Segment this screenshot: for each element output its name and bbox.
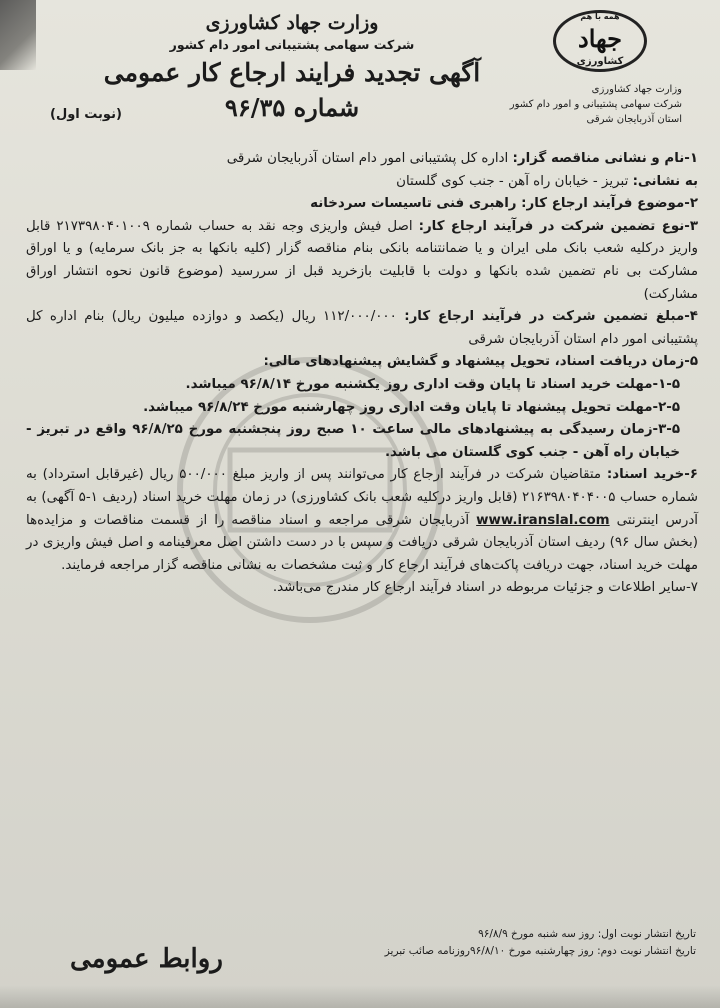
logo-caption-line2: شرکت سهامی پشتیبانی و امور دام کشور bbox=[509, 99, 682, 110]
ad-number-line bbox=[50, 93, 502, 122]
item-4 bbox=[26, 306, 698, 351]
item-5 bbox=[26, 351, 698, 374]
public-relations-signature: روابط عمومی bbox=[70, 944, 223, 974]
item-5-3-text: ۳-۵-زمان رسیدگی به پیشنهادهای مالی ساعت ۱۰ صبح روز پنجشنبه مورخ ۹۶/۸/۲۵ واقع در تبریز - خیابان راه آهن - جنب کوی گلستان می باشد. bbox=[26, 422, 681, 460]
publication-date-1: تاریخ انتشار نوبت اول: روز سه شنبه مورخ ۹۶/۸/۹ bbox=[478, 928, 696, 940]
item-5-2-text: ۲-۵-مهلت تحویل پیشنهاد تا پایان وقت اداری روز چهارشنبه مورخ ۹۶/۸/۲۴ میباشد. bbox=[143, 399, 680, 415]
item-3-label: ۳-نوع تضمین شرکت در فرآیند ارجاع کار: bbox=[418, 218, 699, 234]
ad-title: آگهی تجدید فرایند ارجاع کار عمومی bbox=[103, 58, 481, 87]
paper-fold-shadow bbox=[0, 985, 720, 1008]
publication-dates bbox=[256, 926, 696, 960]
item-6-text-b: آذربایجان شرقی مراجعه و اسناد مناقصه را از قسمت مناقصات و مزایده‌ها (بخش سال ۹۶) ردیف استان آذربایجان شرقی دریافت و سپس با در دست داشتن اصل معرفینامه و اصل فیش واریزی در مهلت خرید اسناد، جهت دریافت پاکت‌های فرآیند ارجاع کار و ثبت مشخصات به نشانی مناقصه گزار مراجعه فرمایند. bbox=[26, 512, 698, 573]
publication-round: (نوبت اول) bbox=[50, 107, 122, 122]
paper-corner-shadow bbox=[0, 0, 36, 70]
publication-date-2: تاریخ انتشار نوبت دوم: روز چهارشنبه مورخ ۹۶/۸/۱۰روزنامه صائب تبریز bbox=[384, 945, 696, 957]
item-1 bbox=[26, 148, 698, 171]
item-5-1-text: ۱-۵-مهلت خرید اسناد تا پایان وقت اداری روز یکشنبه مورخ ۹۶/۸/۱۴ میباشد. bbox=[185, 376, 680, 392]
ministry-name: وزارت جهاد کشاورزی bbox=[205, 12, 379, 34]
ad-header bbox=[50, 8, 502, 122]
item-1-text: اداره کل پشتیبانی امور دام استان آذربایجان شرقی bbox=[226, 151, 513, 166]
item-1-label: ۱-نام و نشانی مناقصه گزار: bbox=[512, 151, 698, 166]
item-7-text: ۷-سایر اطلاعات و جزئیات مربوطه در اسناد فرآیند ارجاع کار مندرج می‌باشد. bbox=[272, 580, 698, 596]
item-1-address-label: به نشانی: bbox=[632, 173, 698, 189]
logo-caption-line1: وزارت جهاد کشاورزی bbox=[591, 84, 682, 95]
item-2-text: راهبری فنی تاسیسات سردخانه bbox=[310, 196, 522, 212]
logo-caption bbox=[500, 82, 700, 127]
item-5-label: ۵-زمان دریافت اسناد، تحویل پیشنهاد و گشایش پیشنهادهای مالی: bbox=[263, 354, 698, 370]
logo-top-text: همه با هم bbox=[580, 12, 620, 21]
company-name: شرکت سهامی پشتیبانی امور دام کشور bbox=[169, 37, 415, 52]
item-1-address-text: تبریز - خیابان راه آهن - جنب کوی گلستان bbox=[396, 173, 633, 189]
jahad-logo bbox=[545, 6, 655, 78]
logo-bottom-text: کشاورزی bbox=[576, 56, 624, 67]
item-7 bbox=[26, 577, 698, 600]
ad-number: شماره ۹۶/۳۵ bbox=[224, 93, 360, 122]
item-3-text: اصل فیش واریزی وجه نقد به حساب شماره ۲۱۷۳۹۸۰۴۰۱۰۰۹ قابل واریز درکلیه شعب بانک ملی ایران و یا ضمانتنامه بانکی بنام مناقصه گزار (کلیه بانکها به جز بانک سرمایه) و یا اوراق مشارکت بی نام تضمین شده بانکها و دولت با قابلیت بازخرید قبل از سررسید (موضوع قانون نحوه انتشار اوراق مشارکت) bbox=[26, 218, 698, 302]
item-6-label: ۶-خرید اسناد: bbox=[606, 467, 698, 483]
item-2-label: ۲-موضوع فرآیند ارجاع کار: bbox=[521, 196, 698, 212]
item-5-3 bbox=[26, 419, 698, 464]
item-2 bbox=[26, 193, 698, 216]
item-4-label: ۴-مبلغ تضمین شرکت در فرآیند ارجاع کار: bbox=[404, 309, 698, 325]
ad-body bbox=[26, 148, 698, 600]
organization-logo-block bbox=[500, 6, 700, 127]
item-1-address bbox=[26, 171, 698, 194]
item-5-1 bbox=[26, 374, 698, 397]
item-6-text-a: متقاضیان شرکت در فرآیند ارجاع کار می‌توانند پس از واریز مبلغ ۵۰۰/۰۰۰ ریال (غیرقابل استرداد) به شماره حساب ۲۱۶۳۹۸۰۴۰۴۰۰۵ (قابل واریز درکلیه شعب بانک کشاورزی) در زمان مهلت خرید اسناد (ردیف ۱-۵ آگهی) به آدرس اینترنتی bbox=[26, 467, 698, 528]
item-3 bbox=[26, 216, 698, 306]
logo-word: جهاد bbox=[578, 24, 622, 53]
item-4-text: ۱۱۲/۰۰۰/۰۰۰ ریال (یکصد و دوازده میلیون ریال) بنام اداره کل پشتیبانی امور دام استان آذربایجان شرقی bbox=[26, 309, 698, 347]
item-6 bbox=[26, 464, 698, 577]
item-5-2 bbox=[26, 397, 698, 420]
website-link[interactable]: www.iranslal.com bbox=[476, 512, 610, 528]
logo-caption-line3: استان آذربایجان شرقی bbox=[586, 114, 682, 125]
